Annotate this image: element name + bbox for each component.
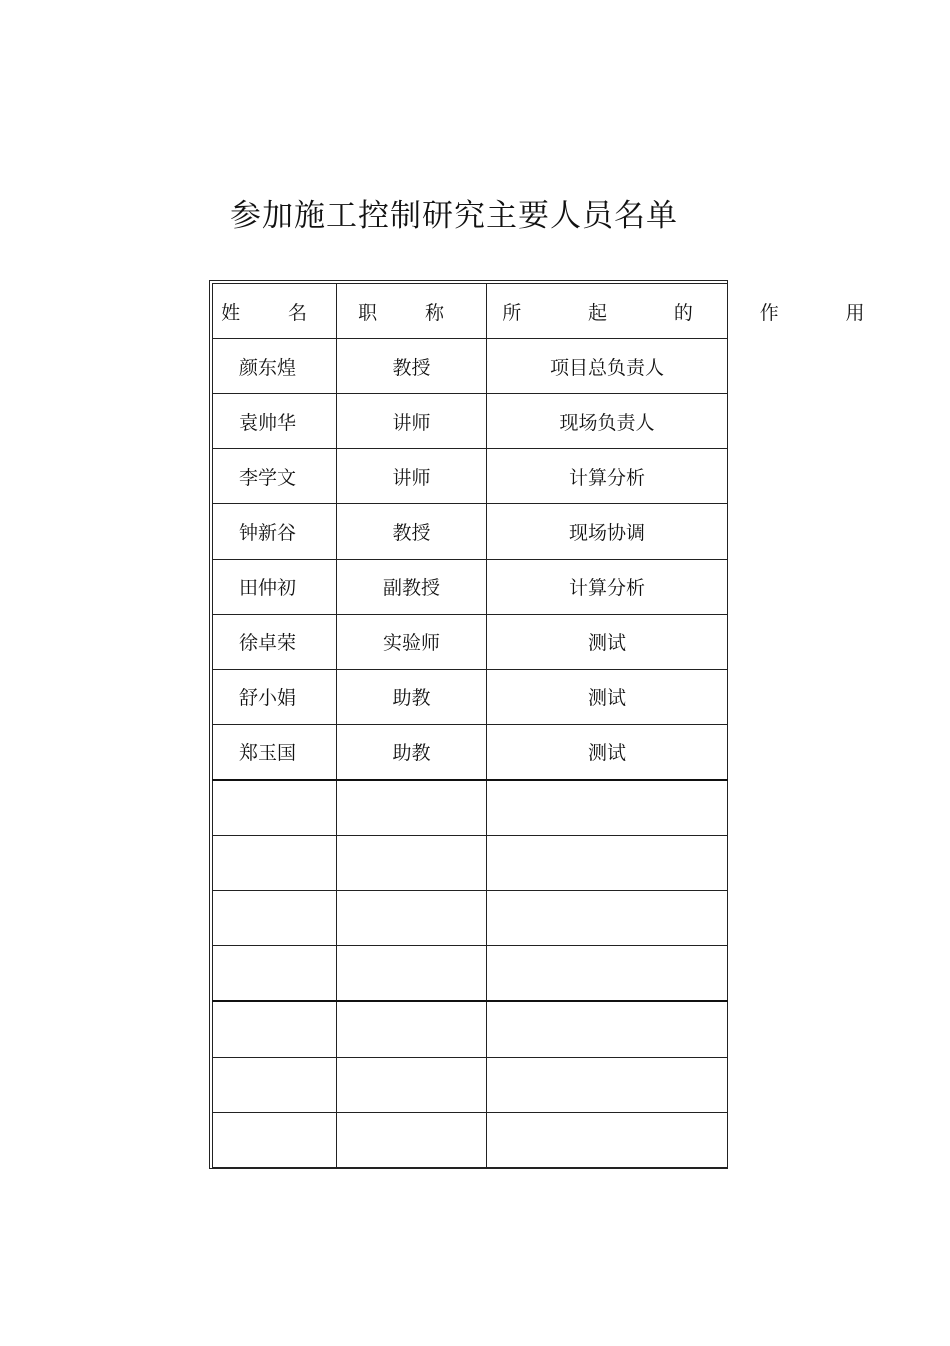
table-header-row [213, 284, 728, 339]
cell-title: 讲师 [337, 394, 487, 449]
cell-name: 李学文 [213, 449, 337, 504]
empty-row [213, 891, 728, 946]
empty-cell [487, 836, 728, 891]
table-row [213, 614, 728, 669]
cell-role: 测试 [487, 614, 728, 669]
empty-cell [213, 1112, 337, 1167]
table-row [213, 449, 728, 504]
cell-title: 教授 [337, 339, 487, 394]
empty-cell [337, 891, 487, 946]
cell-role: 测试 [487, 669, 728, 724]
empty-row [213, 780, 728, 836]
table-row [213, 559, 728, 614]
empty-row [213, 946, 728, 1002]
cell-name: 舒小娟 [213, 669, 337, 724]
empty-row [213, 1057, 728, 1112]
empty-cell [213, 1057, 337, 1112]
cell-title: 副教授 [337, 559, 487, 614]
cell-title: 实验师 [337, 614, 487, 669]
cell-title: 助教 [337, 724, 487, 780]
cell-name: 钟新谷 [213, 504, 337, 559]
empty-cell [213, 836, 337, 891]
empty-cell [213, 1001, 337, 1057]
cell-name: 郑玉国 [213, 724, 337, 780]
empty-cell [337, 1001, 487, 1057]
empty-cell [337, 1057, 487, 1112]
empty-cell [213, 891, 337, 946]
cell-role: 现场协调 [487, 504, 728, 559]
personnel-table [212, 283, 895, 1168]
cell-role: 现场负责人 [487, 394, 728, 449]
cell-name: 袁帅华 [213, 394, 337, 449]
personnel-table-frame [209, 280, 895, 1169]
header-title: 职 称 [337, 284, 487, 339]
empty-cell [487, 891, 728, 946]
empty-cell [213, 946, 337, 1002]
empty-cell [487, 1057, 728, 1112]
empty-cell [487, 946, 728, 1002]
table-row [213, 724, 728, 780]
empty-cell [337, 946, 487, 1002]
empty-cell [337, 1112, 487, 1167]
empty-cell [337, 836, 487, 891]
cell-title: 教授 [337, 504, 487, 559]
empty-cell [213, 780, 337, 836]
table-row [213, 394, 728, 449]
empty-row [213, 1001, 728, 1057]
table-row [213, 504, 728, 559]
empty-row [213, 836, 728, 891]
cell-role: 计算分析 [487, 559, 728, 614]
cell-title: 讲师 [337, 449, 487, 504]
cell-role: 项目总负责人 [487, 339, 728, 394]
header-name: 姓 名 [213, 284, 337, 339]
document-title: 参加施工控制研究主要人员名单 [230, 198, 678, 234]
cell-role: 计算分析 [487, 449, 728, 504]
cell-title: 助教 [337, 669, 487, 724]
table-row [213, 339, 728, 394]
cell-name: 颜东煌 [213, 339, 337, 394]
empty-row [213, 1112, 728, 1167]
header-role: 所 起 的 作 用 [487, 284, 728, 339]
cell-name: 徐卓荣 [213, 614, 337, 669]
empty-cell [487, 780, 728, 836]
cell-role: 测试 [487, 724, 728, 780]
cell-name: 田仲初 [213, 559, 337, 614]
empty-cell [487, 1001, 728, 1057]
empty-cell [487, 1112, 728, 1167]
table-row [213, 669, 728, 724]
empty-cell [337, 780, 487, 836]
